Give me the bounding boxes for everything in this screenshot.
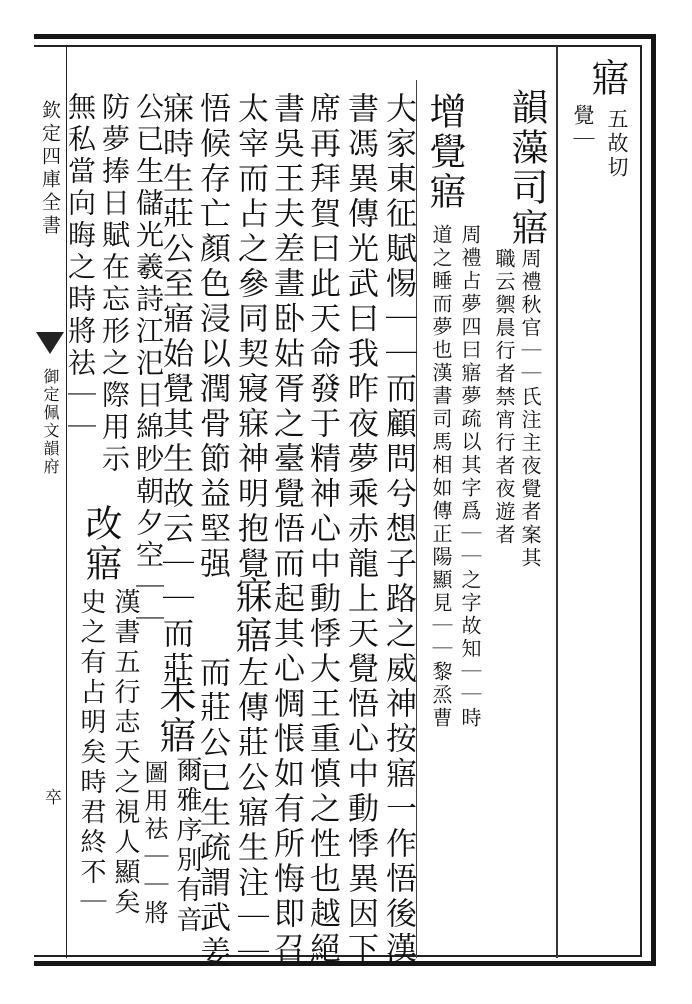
text-column: 悟候存亡顏色浸以潤骨節益堅强: [194, 92, 230, 582]
fishtail-mark: [36, 332, 64, 354]
text-column: 圖用祛｜｜將: [140, 760, 168, 928]
text-column: 道之睡而夢也漢書司馬相如傳正陽顯見｜｜黎烝曹: [429, 224, 453, 730]
text-column: 史之有占明矣時君終不｜: [76, 588, 106, 918]
text-column: 寐時生莊公至寤始覺其生故云｜｜而莊: [157, 92, 193, 687]
repeat-mark: ｜: [571, 128, 595, 152]
section-heading-zeng: 增覺寤: [423, 92, 466, 212]
entry-heading-meiwu: 寐寤: [229, 576, 272, 656]
text-column: 無私當向晦之時將祛｜｜: [64, 92, 97, 444]
text-column: 左傳莊公寤生注｜｜: [232, 656, 268, 971]
section-heading-yunzao: 韻藻司寤: [505, 88, 548, 248]
text-column: 書馮異傳光武曰我昨夜夢乘赤龍上天覺悟心中動悸異因下: [342, 92, 378, 967]
text-column: 太宰而占之參同契寢寐神明抱覺: [232, 92, 268, 582]
text-column: 周禮秋官｜｜氏注主夜覺者案其: [518, 248, 542, 570]
gloss-text: 覺: [571, 104, 595, 128]
margin-title: 欽定四庫全書: [39, 100, 61, 238]
text-column: 漢書五行志天之視人顯矣: [110, 588, 140, 918]
head-character: 寤: [585, 58, 629, 96]
text-column: 職云禦晨行者禁宵行者夜遊者: [492, 248, 516, 547]
text-column: 書吳王夫差晝卧姑胥之臺覺悟而起其心惆悵如有所悔即召: [268, 92, 304, 967]
text-column: 而莊公已生疏謂武姜: [194, 656, 230, 971]
fanqie-reading: 五故切: [605, 108, 629, 180]
header-divider: [556, 45, 558, 958]
margin-page-number: 卒: [41, 788, 61, 807]
text-column: 防夢捧日賦在忘形之際用示: [98, 92, 131, 476]
text-column: 公已生儲光羲詩江汜日綿眇朝夕空｜｜: [132, 92, 165, 636]
entry-heading-weiwu: 未寤: [153, 676, 196, 756]
margin-book-title: 御定佩文韻府: [41, 368, 60, 476]
text-column: 周禮占夢四曰寤夢疏以其字爲｜｜之字故知｜｜時: [458, 224, 482, 730]
column-rule: [416, 80, 417, 958]
text-column: 爾雅序別有音: [172, 756, 202, 936]
text-column: 席再拜賀曰此天命發于精神心中動悸大王重慎之性也越絕: [304, 92, 340, 967]
text-column: 大家東征賦惕｜｜而顧問兮想子路之威神按寤一作悟後漢: [380, 92, 416, 967]
entry-heading-gaiwu: 改寤: [79, 504, 122, 584]
head-gloss: [572, 104, 593, 152]
